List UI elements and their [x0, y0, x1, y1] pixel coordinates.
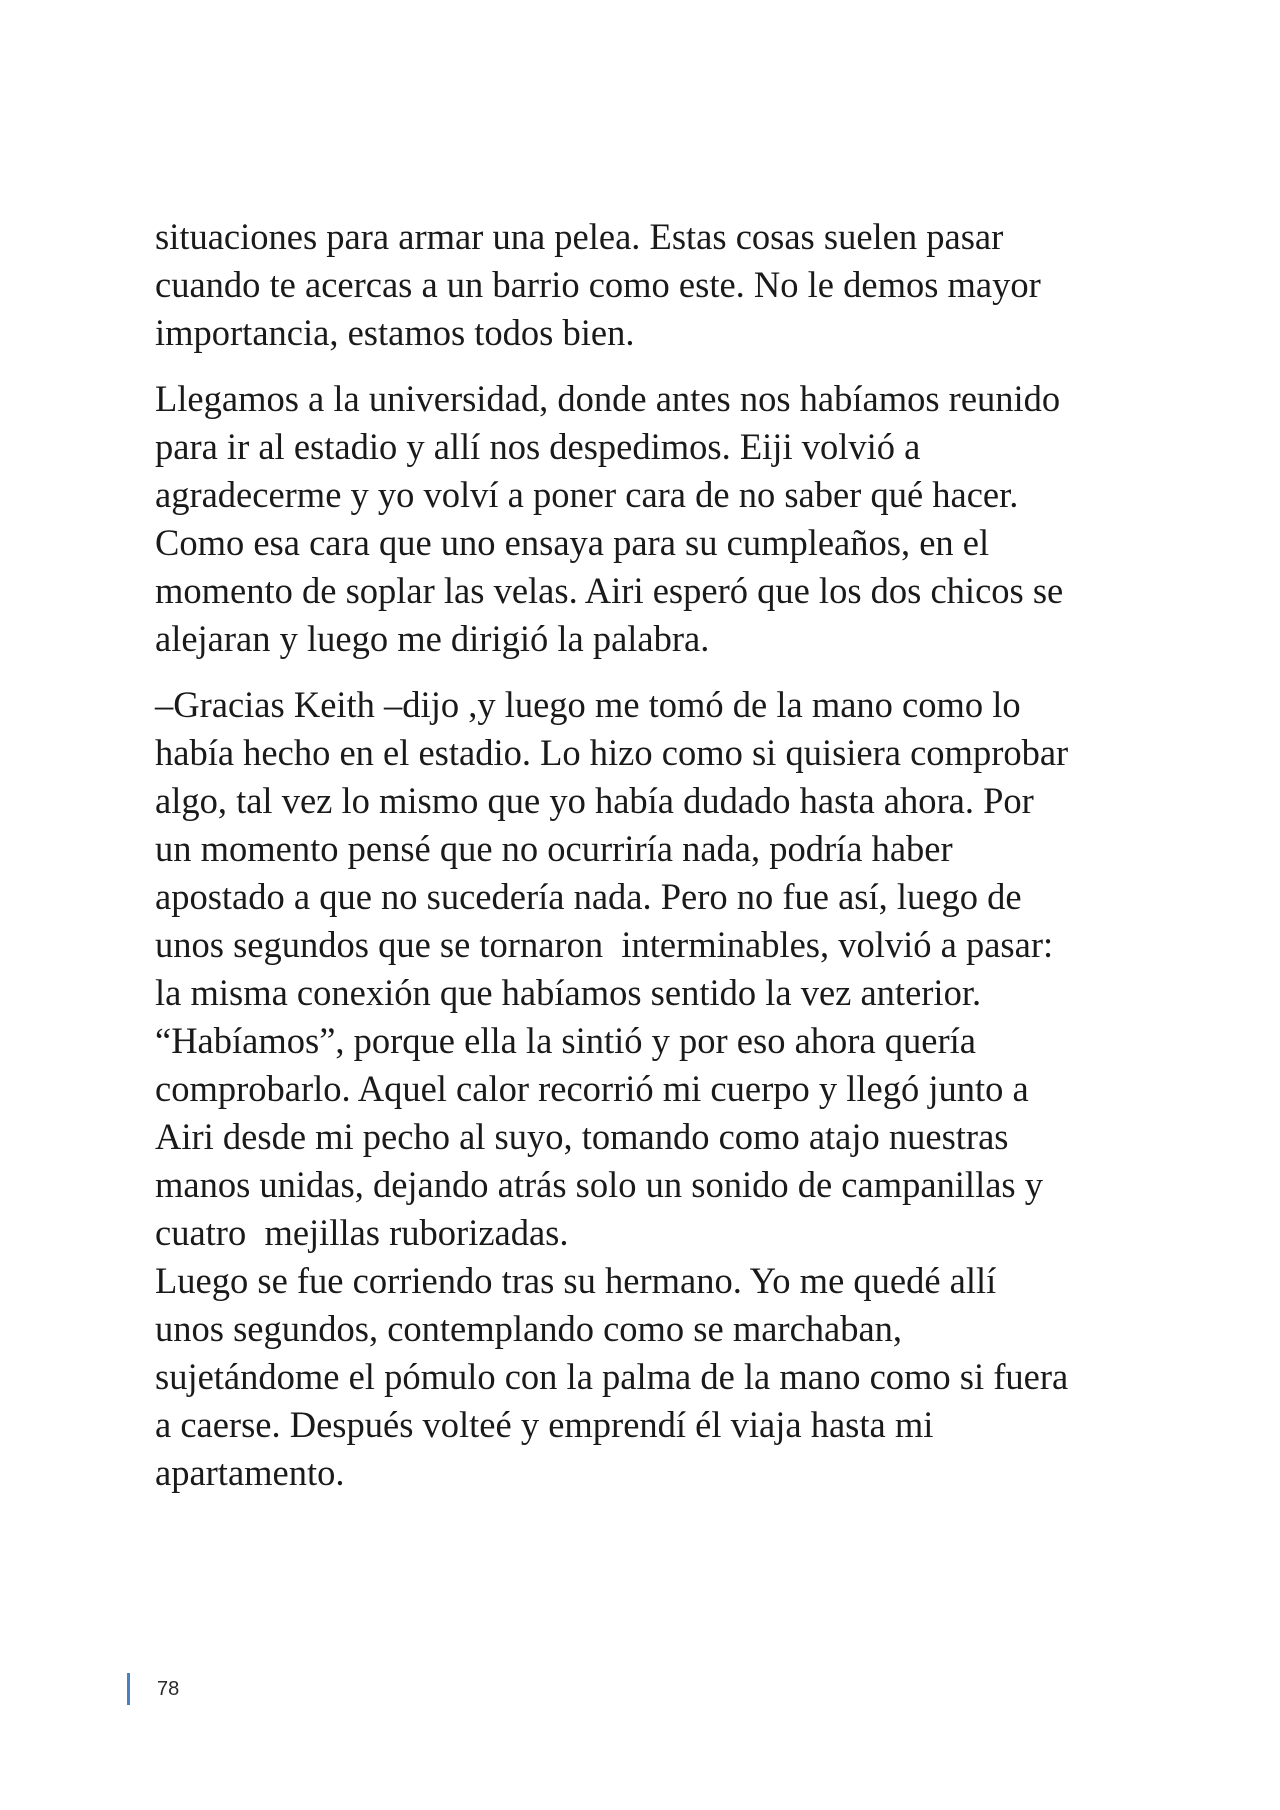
text-line: había hecho en el estadio. Lo hizo como si quisiera comprobar [155, 732, 1069, 773]
text-line: Como esa cara que uno ensaya para su cumpleaños, en el [155, 522, 990, 563]
text-line: comprobarlo. Aquel calor recorrió mi cuerpo y llegó junto a [155, 1068, 1029, 1109]
paragraph-gap [155, 357, 1135, 375]
text-line: momento de soplar las velas. Airi esperó que los dos chicos se [155, 570, 1064, 611]
text-line: “Habíamos”, porque ella la sintió y por eso ahora quería [155, 1020, 976, 1061]
text-line: situaciones para armar una pelea. Estas cosas suelen pasar [155, 216, 1004, 257]
paragraph [155, 213, 1135, 357]
text-line: alejaran y luego me dirigió la palabra. [155, 618, 710, 659]
text-line: apostado a que no sucedería nada. Pero no fue así, luego de [155, 876, 1022, 917]
paragraph [155, 681, 1135, 1497]
text-line: manos unidas, dejando atrás solo un sonido de campanillas y [155, 1164, 1043, 1205]
text-line: algo, tal vez lo mismo que yo había dudado hasta ahora. Por [155, 780, 1034, 821]
text-line: a caerse. Después volteé y emprendí él viaja hasta mi [155, 1404, 934, 1445]
text-line: unos segundos, contemplando como se marchaban, [155, 1308, 903, 1349]
text-line: unos segundos que se tornaron interminables, volvió a pasar: [155, 924, 1054, 965]
text-line: Airi desde mi pecho al suyo, tomando como atajo nuestras [155, 1116, 1009, 1157]
text-line: apartamento. [155, 1452, 345, 1493]
text-line: Llegamos a la universidad, donde antes nos habíamos reunido [155, 378, 1061, 419]
text-line: cuatro mejillas ruborizadas. [155, 1212, 569, 1253]
text-line: un momento pensé que no ocurriría nada, podría haber [155, 828, 953, 869]
text-line: agradecerme y yo volví a poner cara de no saber qué hacer. [155, 474, 1019, 515]
paragraph-gap [155, 663, 1135, 681]
text-line: para ir al estadio y allí nos despedimos. Eiji volvió a [155, 426, 921, 467]
page-footer [127, 1673, 179, 1705]
text-line: la misma conexión que habíamos sentido la vez anterior. [155, 972, 982, 1013]
paragraph [155, 375, 1135, 663]
text-line: importancia, estamos todos bien. [155, 312, 635, 353]
footer-accent-bar [127, 1673, 130, 1705]
body-text [155, 213, 1135, 1497]
text-line: sujetándome el pómulo con la palma de la mano como si fuera [155, 1356, 1069, 1397]
text-line: cuando te acercas a un barrio como este. No le demos mayor [155, 264, 1041, 305]
text-line: –Gracias Keith –dijo ,y luego me tomó de la mano como lo [155, 684, 1021, 725]
text-line: Luego se fue corriendo tras su hermano. Yo me quedé allí [155, 1260, 997, 1301]
page-number: 78 [157, 1678, 180, 1700]
